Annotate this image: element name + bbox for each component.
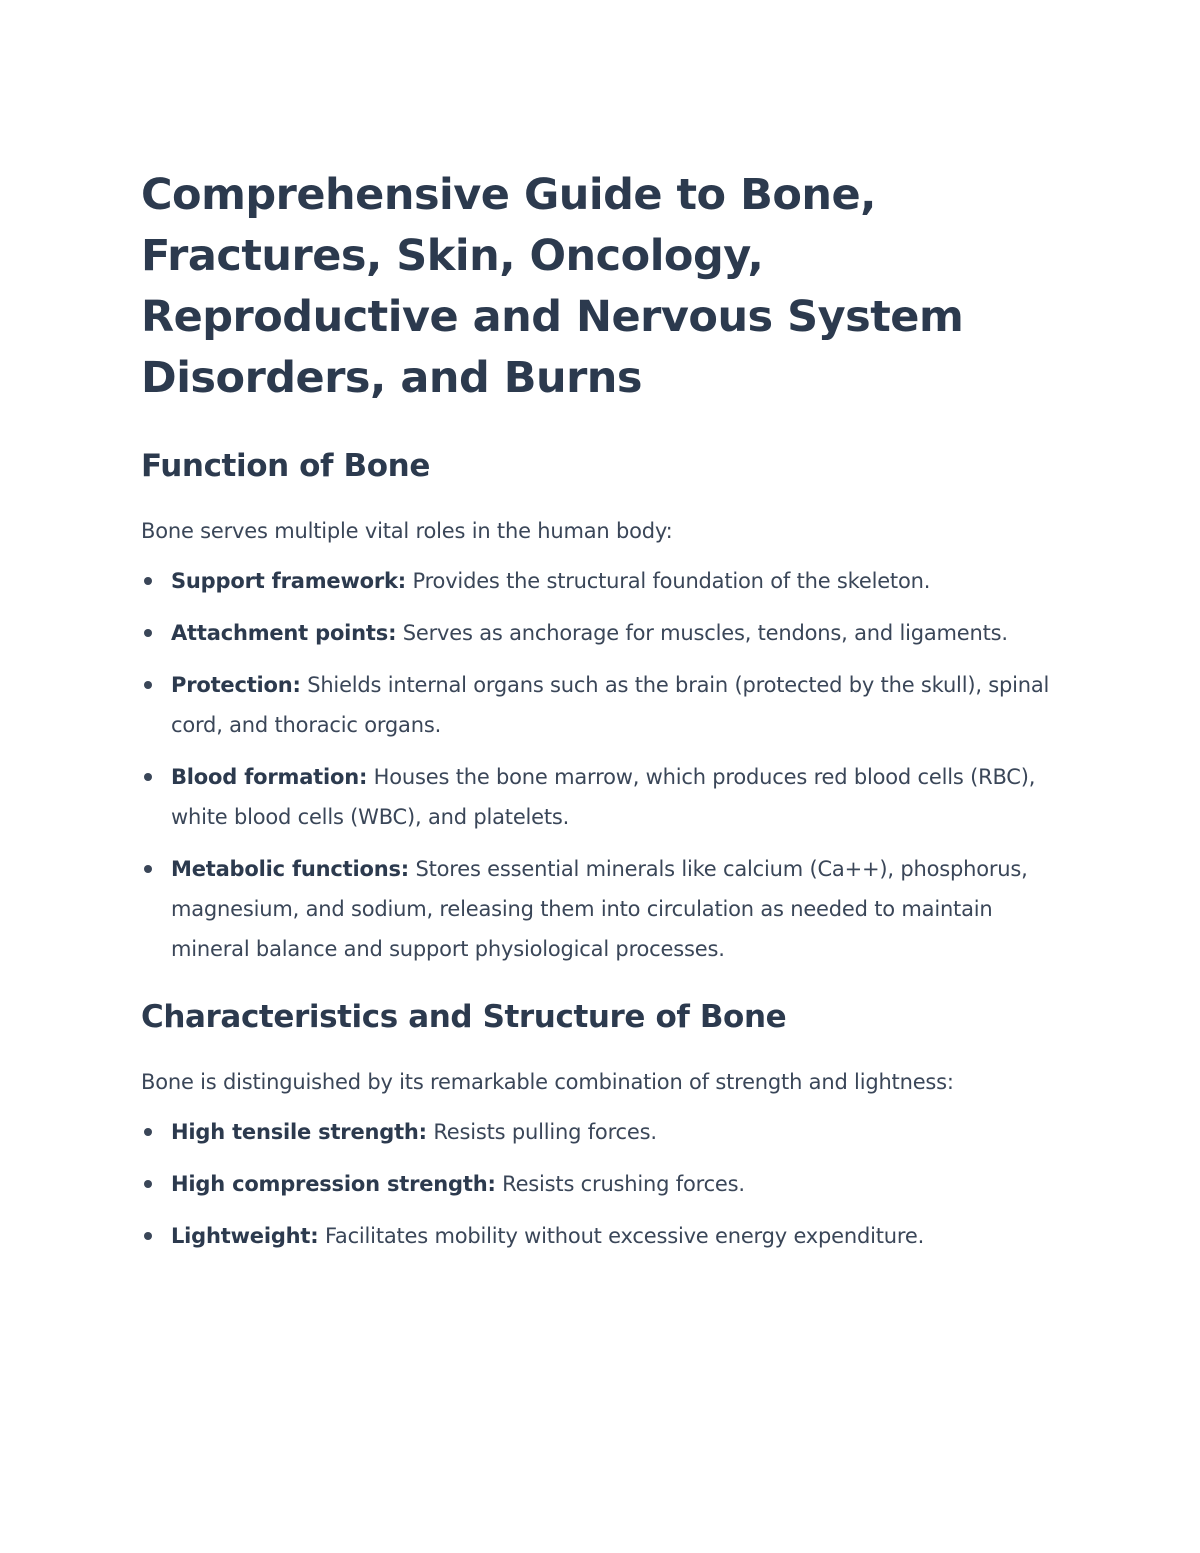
bullet-icon [144,1180,152,1188]
bullet-icon [144,1128,152,1136]
list-item-text: Resists crushing forces. [495,1172,745,1196]
bullet-icon [144,629,152,637]
document-title: Comprehensive Guide to Bone, Fractures, Skin, Oncology, Reproductive and Nervous System Disorders, and Burns [141,170,964,403]
list-item-text: Provides the structural foundation of the skeleton. [406,569,931,593]
section-heading-characteristics: Characteristics and Structure of Bone [141,999,787,1035]
list-item-term: High compression strength: [171,1172,496,1196]
bullet-list [141,561,1061,969]
list-item-term: Attachment points: [171,621,397,645]
section-heading-function-of-bone: Function of Bone [141,448,430,484]
list-item [141,665,1061,745]
section-intro: Bone serves multiple vital roles in the human body: [141,519,673,543]
list-item-term: Protection: [171,673,301,697]
list-item-text: Facilitates mobility without excessive energy expenditure. [318,1224,925,1248]
list-item-term: Lightweight: [171,1224,319,1248]
list-item [141,1164,1061,1204]
bullet-icon [144,681,152,689]
list-item-text: Stores essential minerals like calcium (Ca++), phosphorus, magnesium, and sodium, releasing them into circulation as needed to maintain mineral balance and support physiological processes. [171,857,1028,961]
list-item [141,561,1061,601]
list-item [141,757,1061,837]
list-item [141,1112,1061,1152]
bullet-icon [144,773,152,781]
list-item [141,1216,1061,1256]
list-item-term: High tensile strength: [171,1120,427,1144]
list-item-text: Shields internal organs such as the brain (protected by the skull), spinal cord, and thoracic organs. [171,673,1050,737]
bullet-icon [144,1232,152,1240]
list-item [141,849,1061,969]
list-item-text: Resists pulling forces. [426,1120,657,1144]
section-intro: Bone is distinguished by its remarkable combination of strength and lightness: [141,1070,954,1094]
list-item-term: Metabolic functions: [171,857,409,881]
list-item-term: Support framework: [171,569,407,593]
list-item-term: Blood formation: [171,765,368,789]
bullet-icon [144,577,152,585]
bullet-icon [144,865,152,873]
list-item-text: Serves as anchorage for muscles, tendons, and ligaments. [396,621,1008,645]
document-page [141,165,1061,1268]
list-item [141,613,1061,653]
bullet-list [141,1112,1061,1256]
list-item-text: Houses the bone marrow, which produces red blood cells (RBC), white blood cells (WBC), and platelets. [171,765,1036,829]
